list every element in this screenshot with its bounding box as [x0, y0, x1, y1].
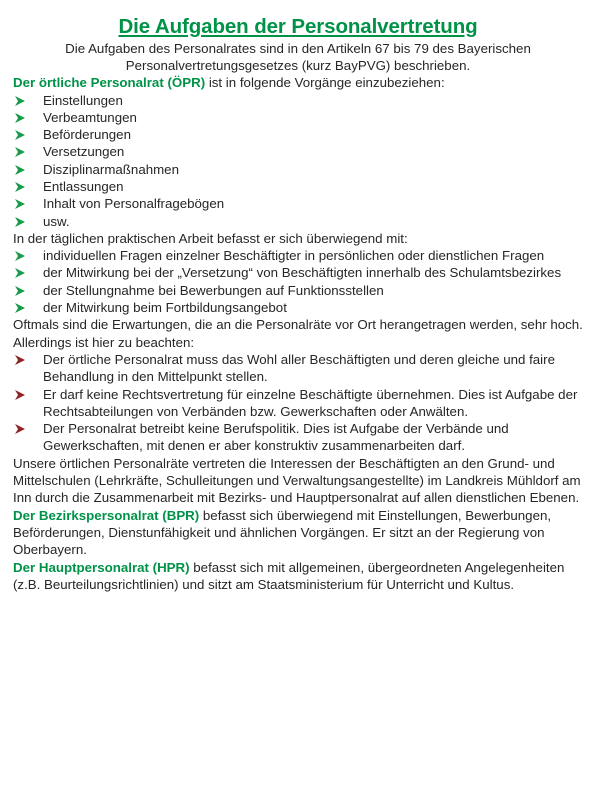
hpr-paragraph-rest: befasst sich mit allgemeinen, übergeordneten Angelegenheiten (z.B. Beurteilungsrichtlinien) und sitzt am Staatsministerium für Unterricht und Kultus.: [13, 559, 565, 592]
arrow-bullet-icon: [14, 351, 28, 368]
intro-paragraph: Die Aufgaben des Personalrates sind in den Artikeln 67 bis 79 des Bayerischen Personalvertretungsgesetzes (kurz BayPVG) beschrieben.: [65, 40, 531, 73]
list-item: [13, 264, 583, 281]
arrow-bullet-icon: [14, 92, 28, 109]
list-item-label: Beförderungen: [43, 127, 131, 143]
arrow-bullet-icon: [14, 109, 28, 126]
bpr-lead-label: Der Bezirkspersonalrat (BPR): [13, 507, 200, 523]
list-item: [13, 386, 583, 421]
list-item-label: Der Personalrat betreibt keine Berufspolitik. Dies ist Aufgabe der Verbände und Gewerkschaften, mit denen er aber konstruktiv zusammenarbeiten darf.: [43, 421, 509, 454]
expectations-list: [13, 351, 583, 455]
expectations-intro: Oftmals sind die Erwartungen, die an die Personalräte vor Ort herangetragen werden, sehr hoch. Allerdings ist hier zu beachten:: [13, 317, 583, 350]
bpr-paragraph: [13, 507, 583, 559]
list-item: [13, 299, 583, 316]
arrow-bullet-icon: [14, 420, 28, 437]
arrow-bullet-icon: [14, 161, 28, 178]
arrow-bullet-icon: [14, 178, 28, 195]
list-item-label: Inhalt von Personalfragebögen: [43, 196, 225, 212]
oepr-heading-paragraph: [13, 74, 583, 91]
arrow-bullet-icon: [14, 299, 28, 316]
list-item-label: Er darf keine Rechtsvertretung für einzelne Beschäftigte übernehmen. Dies ist Aufgabe der Rechtsabteilungen von Verbänden bzw. Gewerkschaften oder Anwälten.: [43, 386, 578, 419]
list-item-label: Verbeamtungen: [43, 109, 137, 125]
arrow-bullet-icon: [14, 386, 28, 403]
list-item-label: der Mitwirkung beim Fortbildungsangebot: [43, 300, 287, 316]
list-item-label: usw.: [43, 213, 70, 229]
arrow-bullet-icon: [14, 143, 28, 160]
local-councils-paragraph: Unsere örtlichen Personalräte vertreten die Interessen der Beschäftigten an den Grund- und Mittelschulen (Lehrkräfte, Schulleitungen und Verwaltungsangestellte) im Landkreis Mühldorf am Inn durch die Zusammenarbeit mit Bezirks- und Hauptpersonalrat auf allen dienstlichen Ebenen.: [13, 455, 581, 506]
hpr-lead-label: Der Hauptpersonalrat (HPR): [13, 559, 190, 575]
daily-work-list: [13, 247, 583, 316]
list-item-label: Entlassungen: [43, 179, 124, 194]
list-item: [13, 213, 583, 230]
list-item-label: der Mitwirkung bei der „Versetzung“ von Beschäftigten innerhalb des Schulamtsbezirkes: [43, 265, 562, 281]
arrow-bullet-icon: [14, 247, 28, 264]
arrow-bullet-icon: [14, 195, 28, 212]
list-item: [13, 247, 583, 264]
list-item-label: Versetzungen: [43, 144, 125, 160]
oepr-lead-label: Der örtliche Personalrat (ÖPR): [13, 75, 206, 91]
oepr-heading-rest: ist in folgende Vorgänge einzubeziehen:: [205, 75, 445, 91]
arrow-bullet-icon: [14, 213, 28, 230]
daily-work-intro: In der täglichen praktischen Arbeit befasst er sich überwiegend mit:: [13, 230, 408, 246]
list-item: [13, 195, 583, 212]
list-item-label: der Stellungnahme bei Bewerbungen auf Funktionsstellen: [43, 282, 384, 298]
arrow-bullet-icon: [14, 264, 28, 281]
page-title: Die Aufgaben der Personalvertretung: [118, 15, 478, 38]
list-item: [13, 178, 583, 195]
oepr-task-list: [13, 92, 583, 230]
list-item: [13, 351, 583, 386]
list-item: [13, 109, 583, 126]
list-item: [13, 282, 583, 299]
arrow-bullet-icon: [14, 282, 28, 299]
list-item: [13, 420, 583, 455]
list-item: [13, 92, 583, 109]
bpr-paragraph-rest: befasst sich überwiegend mit Einstellungen, Bewerbungen, Beförderungen, Dienstunfähigkeit und ähnlichen Vorgängen. Er sitzt an der Regierung von Oberbayern.: [13, 507, 552, 558]
list-item-label: Einstellungen: [43, 92, 123, 108]
arrow-bullet-icon: [14, 126, 28, 143]
list-item: [13, 143, 583, 160]
hpr-paragraph: [13, 559, 583, 594]
list-item-label: individuellen Fragen einzelner Beschäftigter in persönlichen oder dienstlichen Fragen: [43, 248, 545, 264]
list-item-label: Der örtliche Personalrat muss das Wohl aller Beschäftigten und deren gleiche und faire Behandlung in den Mittelpunkt stellen.: [43, 351, 555, 385]
list-item: [13, 126, 583, 143]
list-item: [13, 161, 583, 178]
list-item-label: Disziplinarmaßnahmen: [43, 161, 179, 177]
